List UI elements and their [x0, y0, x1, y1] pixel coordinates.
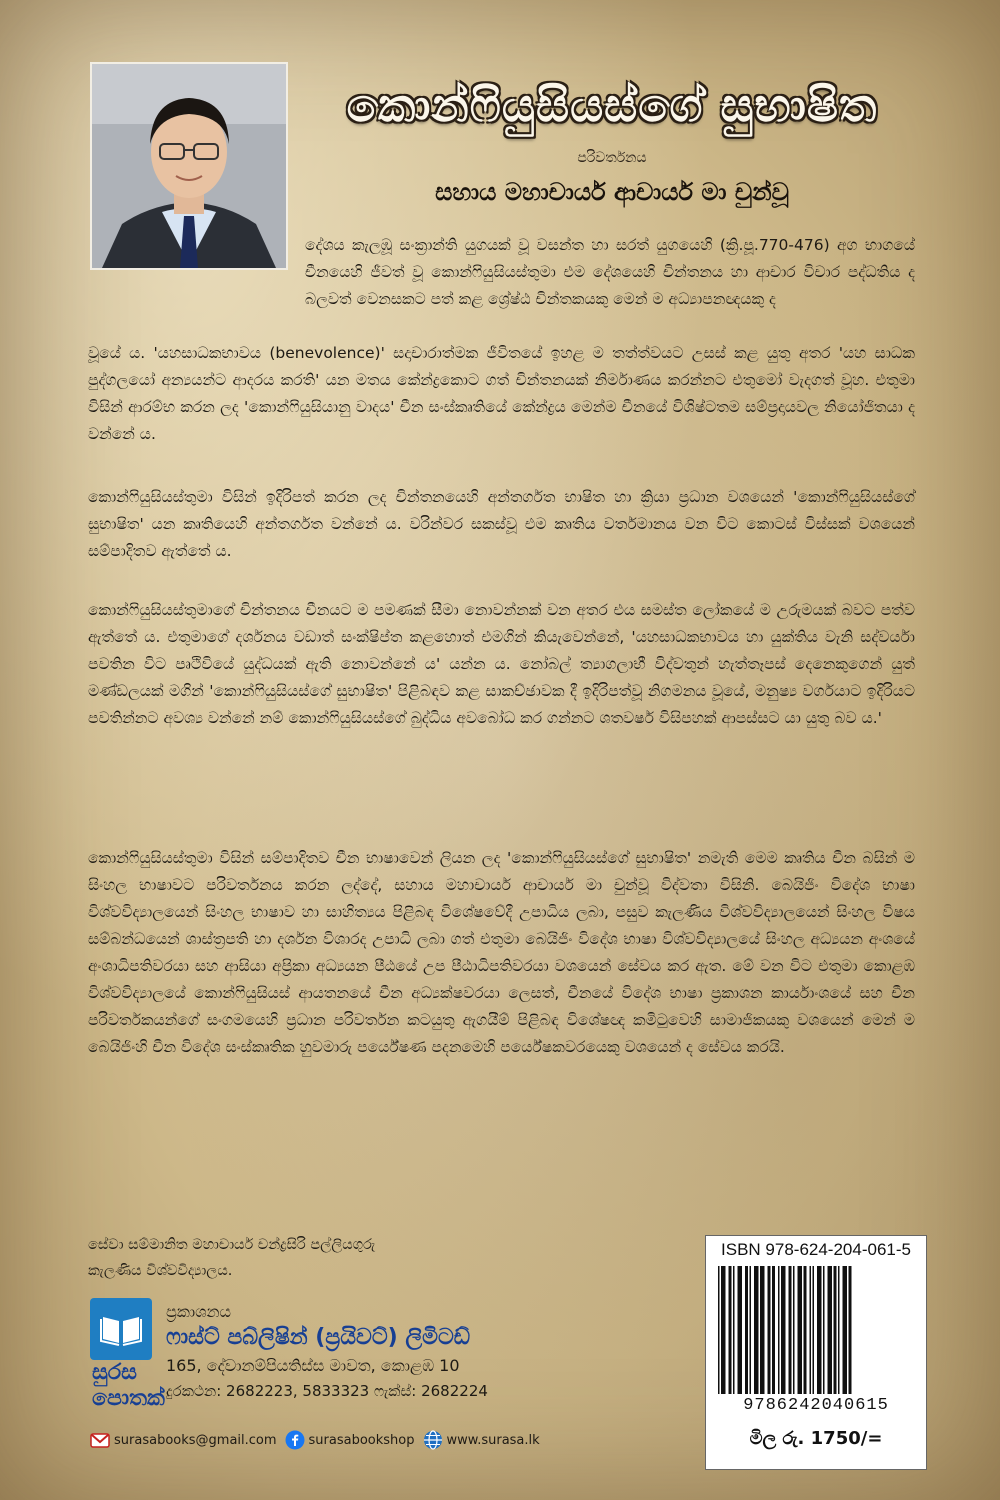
- book-title: කොන්ෆියුසියස්ගේ සුභාෂිත: [346, 78, 878, 132]
- barcode-bar: [768, 1266, 771, 1394]
- translator-name: සහාය මහාචාර්ය ආචාර්ය මා චුන්වූ: [435, 178, 789, 206]
- email-link[interactable]: [90, 1430, 277, 1450]
- body-paragraph: කොන්ෆියුසියස්තුමාගේ චින්තනය චීනයට ම පමණක් සීමා නොවන්නක් වන අතර එය සමස්ත ලෝකයේ ම උරුමයක් බවට පත්ව ඇත්තේ ය. එතුමාගේ දර්ශනය වඩාත් සංක්ෂිප්ත කළහොත් එමගින් කියැවෙන්නේ, 'යහසාධකභාවය හා යුක්තිය වැනි සද්වර්යා පවතින විට පෘථිවියේ යුද්ධයක් ඇති නොවන්නේ ය' යන්න ය. නෝබල් ත්‍යාගලාභී විද්වතුන් හැත්තෑපස් දෙනෙකුගෙන් යුත් මණ්ඩලයක් මගින් 'කොන්ෆියුසියස්ගේ සුභාෂිත' පිළිබඳව කළ සාකච්ඡාවක දී ඉදිරිපත්වූ නිගමනය වූයේ, මනුෂ්‍ය වර්ගයාට ඉදිරියට පවතින්නට අවශ්‍ය වන්නේ නම් කොන්ෆියුසියස්ගේ බුද්ධිය අවබෝධ කර ගන්නට ශතවර්ෂ විසිපහක් ආපස්සට යා යුතු බව ය.': [88, 601, 915, 727]
- barcode-bar: [817, 1266, 822, 1394]
- translator-bio-paragraph: කොන්ෆියුසියස්තුමා විසින් සම්පාදිතව චීන භාෂාවෙන් ලියන ලද 'කොන්ෆියුසියස්ගේ සුභාෂිත' නමැති මෙම කෘතිය චීන බසින් ම සිංහල භාෂාවට පරිවර්තනය කරන ලද්දේ, සහාය මහාචාර්ය ආචාර්ය මා චුන්වූ විද්වතා විසිනි. බෙයිජිං විදේශ භාෂා විශ්වවිද්‍යාලයෙන් සිංහල භාෂාව හා සාහිත්‍යය පිළිබඳ විශේෂවේදී උපාධිය ලබා, පසුව කැලණිය විශ්වවිද්‍යාලයෙන් සිංහල විෂය සම්බන්ධයෙන් ශාස්ත්‍රපති හා දර්ශන විශාරද උපාධි ලබා ගත් එතුමා බෙයිජිං විදේශ භාෂා විශ්වවිද්‍යාලයේ සිංහල අධ්‍යයන අංශයේ අංශාධිපතිවරයා සහ ආසියා අප්‍රිකා අධ්‍යයන පීඨයේ උප පීඨාධිපතිවරයා වශයෙන් සේවය කර ඇත. මේ වන විට එතුමා කොළඹ විශ්වවිද්‍යාලයේ කොන්ෆියුසියස් ආයතනයේ චීන අධ්‍යක්ෂවරයා ලෙසත්, චීනයේ විදේශ භාෂා ප්‍රකාශන කාර්යාංශයේ සහ චීන පරිවර්තකයන්ගේ සංගමයෙහි ප්‍රධාන පරිවර්තන කටයුතු ඇගයීම් පිළිබඳ විශේෂඥ කමිටුවෙහි සාමාජිකයකු වශයෙන් මෙන් ම බෙයිජිංහි චීන විදේශ සංස්කෘතික හුවමාරු පර්යේෂණ පදනමෙහි පර්යේෂකවරයෙකු වශයෙන් ද සේවය කරයි.: [88, 849, 915, 1056]
- reviewer-affiliation: කැලණිය විශ්වවිද්‍යාලය.: [88, 1263, 233, 1279]
- barcode-digits: 9786242040615: [743, 1396, 889, 1415]
- barcode-bar: [843, 1266, 848, 1394]
- open-book-icon: [90, 1298, 152, 1360]
- publisher-address: 165, දේවානම්පියතිස්ස මාවත, කොළඹ 10: [166, 1356, 460, 1375]
- barcode-bar: [718, 1266, 720, 1394]
- isbn-text: ISBN 978-624-204-061-5: [721, 1240, 911, 1259]
- email-icon: [90, 1430, 110, 1450]
- barcode-bar: [813, 1266, 815, 1394]
- website-text: www.surasa.lk: [446, 1432, 540, 1448]
- barcode-bar: [754, 1266, 759, 1394]
- publisher-label: ප්‍රකාශනය: [166, 1302, 232, 1321]
- facebook-link[interactable]: [285, 1430, 415, 1450]
- barcode-bar: [838, 1266, 840, 1394]
- barcode-bar: [793, 1266, 795, 1394]
- barcode-bar: [849, 1266, 852, 1394]
- intro-paragraph-continued: වූයේ ය. 'යහසාධකභාවය (benevolence)' සදාචාරාත්මක ජීවිතයේ ඉහළ ම තත්ත්වයට උසස් කළ යුතු අතර 'යහ සාධක පුද්ගලයෝ අන්‍යයන්ට ආදරය කරති' යන මතය කේන්ද්‍රකොට ගත් චින්තනයක් නිර්මාණය කරන්නට එතුමෝ වැදගත් වූහ. එතුමා විසින් ආරම්භ කරන ලද 'කොන්ෆියුසියානු වාදය' චීන සංස්කෘතියේ කේන්ද්‍රය මෙන්ම චීනයේ විශිෂ්ටතම සම්ප්‍රදායවල නියෝජිතයා ද වන්නේ ය.: [88, 344, 915, 443]
- barcode-bar: [745, 1266, 748, 1394]
- contact-row: [90, 1430, 548, 1450]
- reviewer-name: සේවා සම්මානිත මහාචාර්ය චන්ද්‍රසිරි පල්ලියගුරු: [88, 1237, 376, 1253]
- barcode-bar: [738, 1266, 743, 1394]
- facebook-icon: [285, 1430, 305, 1450]
- intro-paragraph: දේශය කැලඹූ සංක්‍රාන්ති යුගයක් වූ වසන්ත හා සරත් යුගයෙහි (ක්‍රි.පූ.770-476) අග භාගයේ චීනයෙහි ජීවත් වූ කොන්ෆියුසියස්තුමා එම දේශයෙහි චින්තනය හා ආචාර විචාර පද්ධතිය ද බලවත් වෙනසකට පත් කළ ශ්‍රේෂ්ඨ චින්තකයකු මෙන් ම අධ්‍යාපනඥයකු ද: [305, 236, 915, 308]
- barcode-bar: [760, 1266, 765, 1394]
- logo-text: පොතක්: [92, 1386, 165, 1411]
- reviewer-signature: [88, 1232, 375, 1284]
- facebook-text: surasabookshop: [308, 1432, 415, 1448]
- barcode-bar: [798, 1266, 803, 1394]
- barcode-bar: [750, 1266, 752, 1394]
- barcode-bar: [721, 1266, 726, 1394]
- barcode-bar: [781, 1266, 786, 1394]
- barcode-bar: [789, 1266, 792, 1394]
- price-label: මිල රු. 1750/=: [749, 1428, 883, 1449]
- website-link[interactable]: [423, 1430, 540, 1450]
- publisher-logo: [90, 1298, 165, 1420]
- translation-label: පරිවර්තනය: [577, 150, 647, 166]
- publisher-phone: දුරකථන: 2682223, 5833323 ෆැක්ස්: 2682224: [166, 1382, 488, 1400]
- isbn-barcode: [705, 1235, 927, 1470]
- logo-text: සුරස: [92, 1360, 137, 1385]
- barcode-bar: [828, 1266, 833, 1394]
- barcode-bar: [810, 1266, 812, 1394]
- barcode-bar: [778, 1266, 780, 1394]
- barcode-bar: [772, 1266, 775, 1394]
- barcode-bars: [716, 1266, 916, 1396]
- barcode-bar: [823, 1266, 825, 1394]
- barcode-bar: [804, 1266, 807, 1394]
- author-photo: [90, 62, 288, 270]
- barcode-bar: [834, 1266, 837, 1394]
- publisher-name: ෆාස්ට් පබ්ලිෂින් (ප්‍රයිවට්) ලිමිටඩ්: [166, 1325, 471, 1350]
- email-text: surasabooks@gmail.com: [114, 1432, 277, 1448]
- barcode-bar: [733, 1266, 735, 1394]
- body-paragraph: කොන්ෆියුසියස්තුමා විසින් ඉදිරිපත් කරන ලද චින්තනයෙහි අන්තර්ගත භාෂිත හා ක්‍රියා ප්‍රධාන වශයෙන් 'කොන්ෆියුසියස්ගේ සුභාෂිත' යන කෘතියෙහි අන්තර්ගත වන්නේ ය. වරින්වර සකස්වූ එම කෘතිය වර්තමානය වන විට කොටස් විස්සක් වශයෙන් සම්පාදිතව ඇත්තේ ය.: [88, 488, 915, 560]
- barcode-bar: [729, 1266, 732, 1394]
- globe-icon: [423, 1430, 443, 1450]
